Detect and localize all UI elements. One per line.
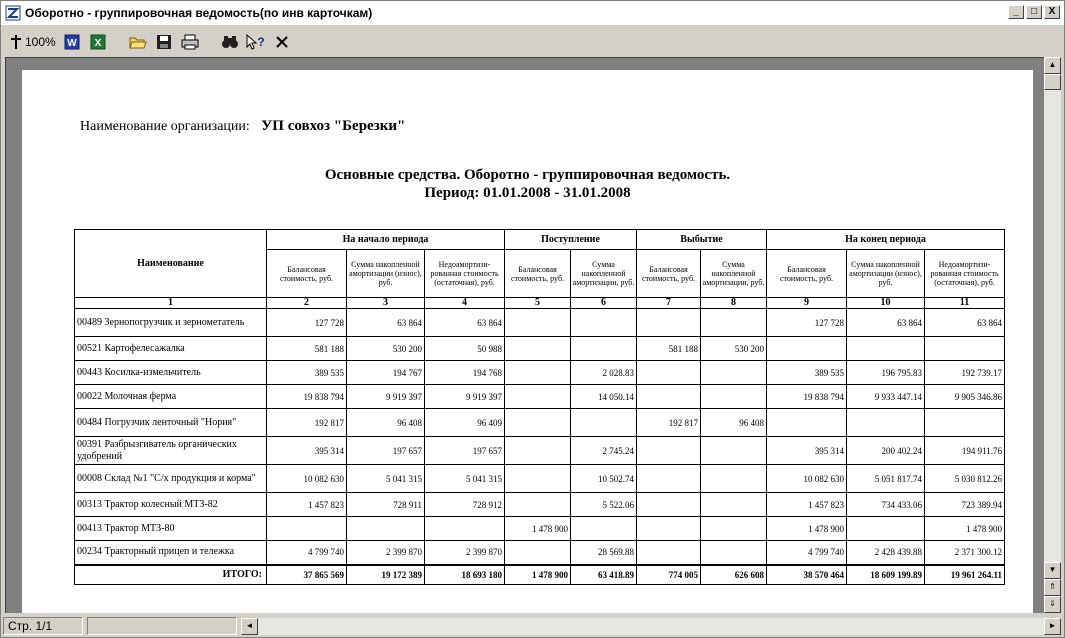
value-cell: 530 200: [347, 337, 425, 361]
value-cell: [267, 517, 347, 541]
value-cell: 96 408: [347, 409, 425, 437]
column-number: 1: [75, 298, 267, 309]
value-cell: [637, 517, 701, 541]
column-number-row: [75, 298, 1005, 309]
asset-name-cell: 00484 Погрузчик ленточный "Нория": [75, 409, 267, 437]
value-cell: 1 457 823: [767, 493, 847, 517]
asset-name-cell: 00489 Зернопогрузчик и зернометатель: [75, 309, 267, 337]
table-row: [75, 437, 1005, 465]
value-cell: [505, 309, 571, 337]
header-group-start: На начало периода: [267, 230, 505, 250]
value-cell: 734 433.06: [847, 493, 925, 517]
table-row: [75, 337, 1005, 361]
scroll-down-button[interactable]: ▼: [1044, 562, 1061, 579]
value-cell: 96 408: [701, 409, 767, 437]
value-cell: 9 919 397: [347, 385, 425, 409]
value-cell: 1 478 900: [505, 517, 571, 541]
close-icon: [275, 35, 289, 49]
value-cell: [701, 309, 767, 337]
value-cell: [505, 409, 571, 437]
total-cell: 63 418.89: [571, 565, 637, 585]
subheader: Сумма накопленной амортизации (износ), руб.: [847, 250, 925, 298]
maximize-button[interactable]: □: [1026, 5, 1042, 19]
column-number: 9: [767, 298, 847, 309]
asset-name-cell: 00008 Склад №1 "С/х продукция и корма": [75, 465, 267, 493]
organization-line: [80, 118, 405, 135]
value-cell: [571, 517, 637, 541]
export-excel-button[interactable]: [88, 31, 108, 53]
value-cell: 19 838 794: [267, 385, 347, 409]
value-cell: [347, 517, 425, 541]
total-cell: 19 961 264.11: [925, 565, 1005, 585]
value-cell: [925, 409, 1005, 437]
value-cell: [505, 361, 571, 385]
value-cell: [847, 409, 925, 437]
value-cell: [847, 517, 925, 541]
value-cell: 194 911.76: [925, 437, 1005, 465]
preview-area[interactable]: [5, 57, 1044, 613]
value-cell: [701, 437, 767, 465]
header-group-income: Поступление: [505, 230, 637, 250]
value-cell: 530 200: [701, 337, 767, 361]
scroll-up-button[interactable]: ▲: [1044, 57, 1061, 74]
page-up-button[interactable]: ⇑: [1044, 579, 1061, 596]
value-cell: 192 739.17: [925, 361, 1005, 385]
save-button[interactable]: [154, 31, 174, 53]
value-cell: [505, 385, 571, 409]
value-cell: 389 535: [267, 361, 347, 385]
value-cell: 1 478 900: [767, 517, 847, 541]
column-number: 8: [701, 298, 767, 309]
value-cell: [637, 437, 701, 465]
value-cell: 63 864: [847, 309, 925, 337]
value-cell: 581 188: [267, 337, 347, 361]
toolbar: [1, 27, 1064, 57]
value-cell: [925, 337, 1005, 361]
value-cell: 728 911: [347, 493, 425, 517]
column-number: 6: [571, 298, 637, 309]
folder-open-icon: [129, 34, 147, 50]
floppy-disk-icon: [156, 34, 172, 50]
value-cell: 5 041 315: [347, 465, 425, 493]
value-cell: [637, 541, 701, 565]
value-cell: [571, 337, 637, 361]
value-cell: [505, 465, 571, 493]
asset-name-cell: 00521 Картофелесажалка: [75, 337, 267, 361]
value-cell: [505, 337, 571, 361]
value-cell: [637, 493, 701, 517]
value-cell: [847, 337, 925, 361]
value-cell: [505, 437, 571, 465]
value-cell: 9 933 447.14: [847, 385, 925, 409]
column-number: 4: [425, 298, 505, 309]
value-cell: 723 389.94: [925, 493, 1005, 517]
report-page: [22, 70, 1033, 613]
value-cell: [637, 385, 701, 409]
table-row: [75, 361, 1005, 385]
value-cell: [505, 541, 571, 565]
svg-text:X: X: [94, 38, 102, 49]
value-cell: 395 314: [267, 437, 347, 465]
subheader: Сумма накопленной амортизации, руб.: [571, 250, 637, 298]
total-cell: 626 608: [701, 565, 767, 585]
column-number: 5: [505, 298, 571, 309]
asset-name-cell: 00234 Тракторный прицеп и тележка: [75, 541, 267, 565]
svg-text:?: ?: [257, 35, 265, 49]
value-cell: 194 767: [347, 361, 425, 385]
subheader: Балансовая стоимость, руб.: [767, 250, 847, 298]
binoculars-icon: [221, 34, 239, 50]
asset-name-cell: 00313 Трактор колесный МТЗ-82: [75, 493, 267, 517]
column-number: 2: [267, 298, 347, 309]
total-cell: 19 172 389: [347, 565, 425, 585]
zoom-button[interactable]: [9, 31, 56, 53]
help-button[interactable]: [246, 31, 266, 53]
status-bar: [1, 615, 1064, 637]
value-cell: [767, 337, 847, 361]
value-cell: 196 795.83: [847, 361, 925, 385]
total-cell: 18 609 199.89: [847, 565, 925, 585]
subheader: Балансовая стоимость, руб.: [267, 250, 347, 298]
value-cell: 10 082 630: [267, 465, 347, 493]
value-cell: [767, 409, 847, 437]
value-cell: [571, 409, 637, 437]
value-cell: 50 988: [425, 337, 505, 361]
subheader: Балансовая стоимость, руб.: [637, 250, 701, 298]
scroll-left-button[interactable]: ◄: [241, 618, 258, 635]
printer-icon: [181, 34, 199, 50]
total-label: ИТОГО:: [75, 565, 267, 585]
report-period: Период: 01.01.2008 - 31.01.2008: [424, 185, 631, 201]
value-cell: 581 188: [637, 337, 701, 361]
value-cell: [425, 517, 505, 541]
value-cell: 2 028.83: [571, 361, 637, 385]
asset-name-cell: 00022 Молочная ферма: [75, 385, 267, 409]
header-group-end: На конец периода: [767, 230, 1005, 250]
value-cell: 5 522.06: [571, 493, 637, 517]
find-button[interactable]: [220, 31, 240, 53]
page-indicator: Стр. 1/1: [3, 617, 83, 635]
value-cell: [637, 309, 701, 337]
column-number: 10: [847, 298, 925, 309]
asset-name-cell: 00391 Разбрызгиватель органических удобрений: [75, 437, 267, 465]
value-cell: 10 082 630: [767, 465, 847, 493]
value-cell: 127 728: [767, 309, 847, 337]
export-word-button[interactable]: [62, 31, 82, 53]
excel-icon: [90, 34, 106, 50]
subheader: Недоамортизи-рованная стоимость (остаточная), руб.: [425, 250, 505, 298]
value-cell: [701, 361, 767, 385]
value-cell: 197 657: [347, 437, 425, 465]
table-row: [75, 309, 1005, 337]
value-cell: [571, 309, 637, 337]
value-cell: 63 864: [925, 309, 1005, 337]
window-title: Оборотно - группировочная ведомость(по инв карточкам): [25, 6, 373, 20]
horizontal-scrollbar[interactable]: [241, 618, 1061, 635]
value-cell: 4 799 740: [767, 541, 847, 565]
table-row: [75, 385, 1005, 409]
organization-value: УП совхоз "Березки": [261, 118, 406, 134]
header-group-disposal: Выбытие: [637, 230, 767, 250]
value-cell: [701, 493, 767, 517]
value-cell: 5 041 315: [425, 465, 505, 493]
table-row: [75, 541, 1005, 565]
vertical-scrollbar[interactable]: [1044, 57, 1061, 613]
report-table: [74, 229, 1005, 585]
value-cell: 2 745.24: [571, 437, 637, 465]
table-row: [75, 465, 1005, 493]
value-cell: [701, 465, 767, 493]
header-name: Наименование: [75, 230, 267, 298]
word-icon: [64, 34, 80, 50]
value-cell: 1 457 823: [267, 493, 347, 517]
asset-name-cell: 00413 Трактор МТЗ-80: [75, 517, 267, 541]
value-cell: 192 817: [637, 409, 701, 437]
total-row: [75, 565, 1005, 585]
value-cell: [701, 517, 767, 541]
value-cell: 19 838 794: [767, 385, 847, 409]
subheader: Балансовая стоимость, руб.: [505, 250, 571, 298]
table-row: [75, 517, 1005, 541]
value-cell: 63 864: [425, 309, 505, 337]
zoom-label: 100%: [25, 35, 56, 49]
value-cell: 127 728: [267, 309, 347, 337]
subheader: Сумма накопленной амортизации (износ), руб.: [347, 250, 425, 298]
asset-name-cell: 00443 Косилка-измельчитель: [75, 361, 267, 385]
total-cell: 1 478 900: [505, 565, 571, 585]
value-cell: 2 399 870: [425, 541, 505, 565]
value-cell: 2 399 870: [347, 541, 425, 565]
print-button[interactable]: [180, 31, 200, 53]
table-row: [75, 493, 1005, 517]
app-icon: [5, 5, 21, 21]
value-cell: 200 402.24: [847, 437, 925, 465]
value-cell: 1 478 900: [925, 517, 1005, 541]
table-body: [75, 309, 1005, 565]
value-cell: 96 409: [425, 409, 505, 437]
value-cell: 389 535: [767, 361, 847, 385]
column-number: 7: [637, 298, 701, 309]
svg-text:W: W: [66, 38, 77, 49]
value-cell: 2 371 300.12: [925, 541, 1005, 565]
total-cell: 38 570 464: [767, 565, 847, 585]
value-cell: 5 030 812.26: [925, 465, 1005, 493]
value-cell: 14 050.14: [571, 385, 637, 409]
total-cell: 774 005: [637, 565, 701, 585]
scroll-right-button[interactable]: ►: [1044, 618, 1061, 635]
title-bar[interactable]: [1, 1, 1064, 25]
value-cell: [637, 361, 701, 385]
value-cell: [701, 541, 767, 565]
value-cell: 9 905 346.86: [925, 385, 1005, 409]
value-cell: 9 919 397: [425, 385, 505, 409]
value-cell: 395 314: [767, 437, 847, 465]
total-cell: 37 865 569: [267, 565, 347, 585]
column-number: 3: [347, 298, 425, 309]
value-cell: [505, 493, 571, 517]
report-title: Основные средства. Оборотно - группировочная ведомость.: [324, 167, 731, 183]
column-number: 11: [925, 298, 1005, 309]
value-cell: 4 799 740: [267, 541, 347, 565]
value-cell: 63 864: [347, 309, 425, 337]
value-cell: 192 817: [267, 409, 347, 437]
value-cell: 2 428 439.88: [847, 541, 925, 565]
minimize-button[interactable]: _: [1008, 5, 1024, 19]
open-button[interactable]: [128, 31, 148, 53]
status-panel: [87, 617, 237, 635]
value-cell: 728 912: [425, 493, 505, 517]
value-cell: 10 502.74: [571, 465, 637, 493]
close-button[interactable]: X: [1044, 5, 1060, 19]
scroll-thumb[interactable]: [1044, 74, 1061, 90]
value-cell: [637, 465, 701, 493]
value-cell: 28 569.88: [571, 541, 637, 565]
value-cell: 194 768: [425, 361, 505, 385]
close-report-button[interactable]: [272, 31, 292, 53]
organization-label: Наименование организации:: [80, 119, 250, 134]
total-cell: 18 693 180: [425, 565, 505, 585]
subheader: Сумма накопленной амортизации, руб.: [701, 250, 767, 298]
zoom-icon: [9, 34, 23, 50]
value-cell: 5 051 817.74: [847, 465, 925, 493]
value-cell: [701, 385, 767, 409]
subheader: Недоамортизи-рованная стоимость (остаточная), руб.: [925, 250, 1005, 298]
value-cell: 197 657: [425, 437, 505, 465]
table-row: [75, 409, 1005, 437]
help-pointer-icon: [246, 34, 266, 50]
page-down-button[interactable]: ⇓: [1044, 596, 1061, 613]
